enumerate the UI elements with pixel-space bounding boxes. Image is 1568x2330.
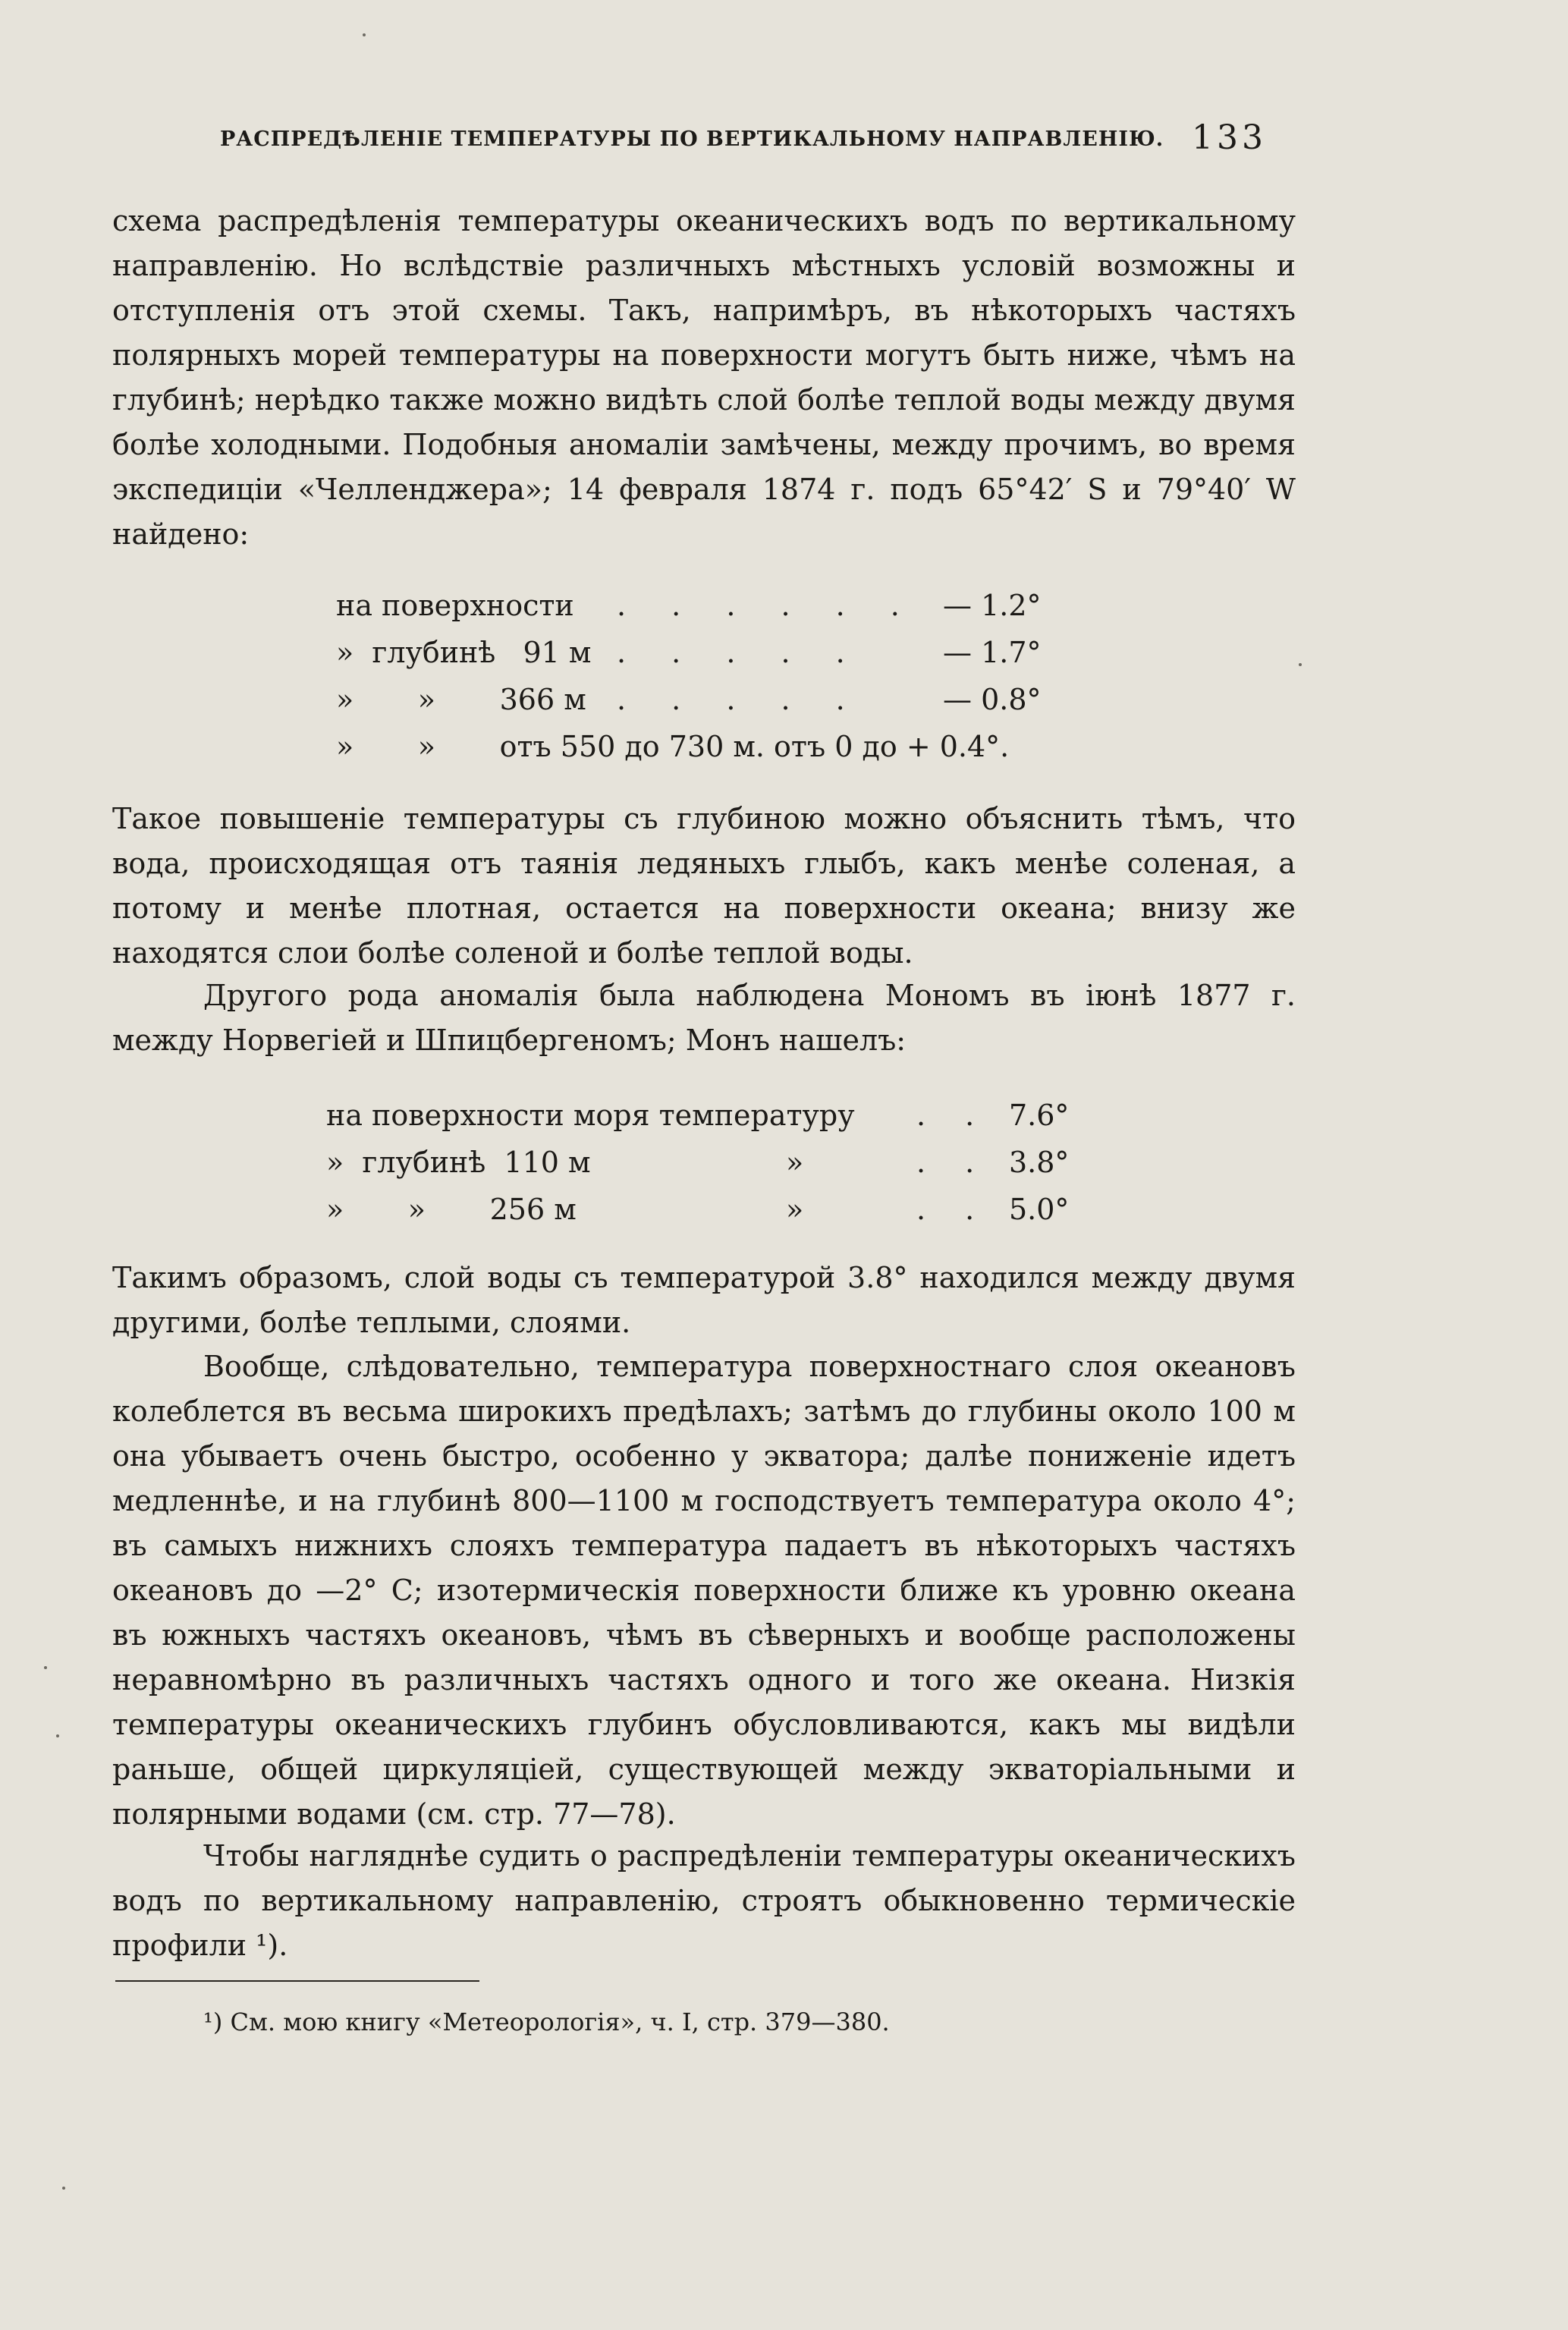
paragraph-5: Вообще, слѣдовательно, температура поверхностнаго слоя океановъ колеблется въ весьма широкихъ предѣлахъ; затѣмъ до глубины около 100 м она убываетъ очень быстро, особенно у экватора; далѣе пониженіе идетъ медленнѣе, и на глубинѣ 800—1100 м господствуетъ температура около 4°; въ самыхъ нижнихъ слояхъ температура падаетъ въ нѣкоторыхъ частяхъ океановъ до —2° C; изотермическія поверхности ближе къ уровню океана въ южныхъ частяхъ океановъ, чѣмъ въ сѣверныхъ и вообще расположены неравномѣрно въ различныхъ частяхъ одного и того же океана. Низкія температуры океаническихъ глубинъ обусловливаются, какъ мы видѣли раньше, общей циркуляціей, существующей между экваторіальными и полярными водами (см. стр. 77—78). — [112, 1350, 1296, 1831]
row-label: » глубинѣ 91 м — [336, 636, 592, 669]
row-leader-dots: . . . . . — [617, 683, 863, 716]
paper-speck — [1299, 663, 1302, 666]
row-label: » » 256 м — [326, 1193, 577, 1226]
paper-speck — [62, 2187, 65, 2190]
challenger-temperature-table — [336, 582, 1246, 779]
row-value: 3.8° — [1009, 1146, 1070, 1179]
paragraph-3: Другого рода аномалія была наблюдена Мономъ въ іюнѣ 1877 г. между Норвегіей и Шпицбергеномъ; Монъ нашелъ: — [112, 979, 1296, 1057]
row-leader-dots: . . — [916, 1193, 990, 1226]
row-leader-dots: . . — [916, 1099, 990, 1132]
row-value: 7.6° — [1009, 1099, 1070, 1132]
footnote-rule — [115, 1980, 479, 1982]
paragraph-6: Чтобы нагляднѣе судить о распредѣленіи температуры океаническихъ водъ по вертикальному направленію, строятъ обыкновенно термическіе профили ¹). — [112, 1839, 1296, 1962]
footnote: ¹) См. мою книгу «Метеорологія», ч. I, стр. 379—380. — [203, 2008, 890, 2036]
ditto-mark: » — [786, 1193, 804, 1226]
row-label: » » 366 м — [336, 683, 586, 716]
row-label: на поверхности — [336, 589, 574, 622]
row-label: » » отъ 550 до 730 м. отъ 0 до + 0.4°. — [336, 730, 1010, 763]
paper-speck — [44, 1666, 47, 1669]
row-value: — 1.2° — [943, 589, 1042, 622]
mohn-temperature-table — [326, 1092, 1161, 1244]
row-value: — 0.8° — [943, 683, 1042, 716]
paper-speck — [363, 33, 366, 36]
running-header — [220, 118, 1297, 157]
row-label: » глубинѣ 110 м — [326, 1146, 591, 1179]
row-value: — 1.7° — [943, 636, 1042, 669]
page-number: 133 — [1192, 118, 1267, 157]
paragraph-1: схема распредѣленія температуры океаническихъ водъ по вертикальному направленію. Но вслѣдствіе различныхъ мѣстныхъ условій возможны и отступленія отъ этой схемы. Такъ, напримѣръ, въ нѣкоторыхъ частяхъ полярныхъ морей температуры на поверхности могутъ быть ниже, чѣмъ на глубинѣ; нерѣдко также можно видѣть слой болѣе теплой воды между двумя болѣе холодными. Подобныя аномаліи замѣчены, между прочимъ, во время экспедиціи «Челленджера»; 14 февраля 1874 г. подъ 65°42′ S и 79°40′ W найдено: — [112, 204, 1296, 551]
row-label: на поверхности моря температуру — [326, 1099, 855, 1132]
paragraph-4: Такимъ образомъ, слой воды съ температурой 3.8° находился между двумя другими, болѣе теплыми, слоями. — [112, 1261, 1296, 1339]
paper-speck — [56, 1734, 59, 1737]
row-leader-dots: . . — [916, 1146, 990, 1179]
ditto-mark: » — [786, 1146, 804, 1179]
row-leader-dots: . . . . . — [617, 636, 863, 669]
paragraph-2: Такое повышеніе температуры съ глубиною можно объяснить тѣмъ, что вода, происходящая отъ таянія ледяныхъ глыбъ, какъ менѣе соленая, а потому и менѣе плотная, остается на поверхности океана; внизу же находятся слои болѣе соленой и болѣе теплой воды. — [112, 802, 1296, 970]
row-value: 5.0° — [1009, 1193, 1070, 1226]
row-leader-dots: . . . . . . — [617, 589, 918, 622]
running-title: РАСПРЕДѢЛЕНІЕ ТЕМПЕРАТУРЫ ПО ВЕРТИКАЛЬНОМУ НАПРАВЛЕНІЮ. — [220, 127, 1164, 151]
